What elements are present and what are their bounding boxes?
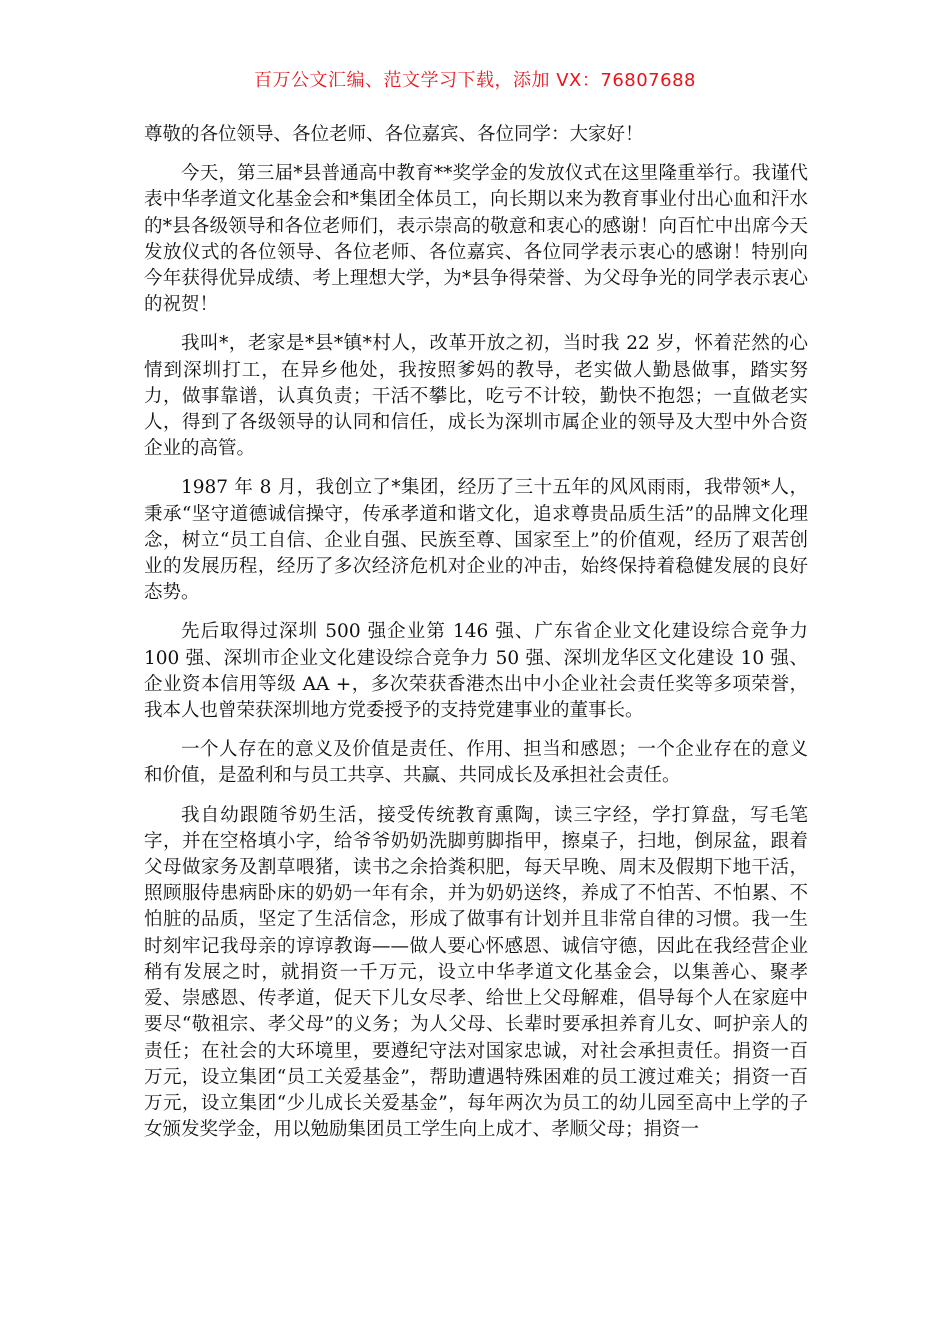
watermark-header: 百万公文汇编、范文学习下载，添加 VX：76807688 [254,70,696,91]
paragraph-introduction: 我叫*，老家是*县*镇*村人，改革开放之初，当时我 22 岁，怀着茫然的心情到深圳打工，在异乡他处，我按照爹妈的教导，老实做人勤恳做事，踏实努力，做事靠谱，认真负责；干活不攀比，吃亏不计较，勤快不抱怨；一直做老实人，得到了各级领导的认同和信任，成长为深圳市属企业的领导及大型中外合资企业的高管。 [144,333,808,460]
paragraph-values: 一个人存在的意义及价值是责任、作用、担当和感恩；一个企业存在的意义和价值，是盈利和与员工共享、共赢、共同成长及承担社会责任。 [144,739,808,787]
paragraph-upbringing: 我自幼跟随爷奶生活，接受传统教育熏陶，读三字经，学打算盘，写毛笔字，并在空格填小字，给爷爷奶奶洗脚剪脚指甲，擦桌子，扫地，倒尿盆，跟着父母做家务及割草喂猪，读书之余拾粪积肥，每天早晚、周末及假期下地干活，照顾服侍患病卧床的奶奶一年有余，并为奶奶送终，养成了不怕苦、不怕累、不怕脏的品质，坚定了生活信念，形成了做事有计划并且非常自律的习惯。我一生时刻牢记我母亲的谆谆教诲——做人要心怀感恩、诚信守德，因此在我经营企业稍有发展之时，就捐资一千万元，设立中华孝道文化基金会，以集善心、聚孝爱、崇感恩、传孝道，促天下儿女尽孝、给世上父母解难，倡导每个人在家庭中要尽“敬祖宗、孝父母”的义务；为人父母、长辈时要承担养育儿女、呵护亲人的责任；在社会的大环境里，要遵纪守法对国家忠诚，对社会承担责任。捐资一百万元，设立集团“员工关爱基金”，帮助遭遇特殊困难的员工渡过难关；捐资一百万元，设立集团“少儿成长关爱基金”，每年两次为员工的幼儿园至高中上学的子女颁发奖学金，用以勉励集团员工学生向上成才、孝顺父母；捐资一 [144,804,808,1141]
paragraph-company-founding: 1987 年 8 月，我创立了*集团，经历了三十五年的风风雨雨，我带领*人，秉承“坚守道德诚信操守，传承孝道和谐文化，追求尊贵品质生活”的品牌文化理念，树立“员工自信、企业自强、民族至尊、国家至上”的价值观，经历了艰苦创业的发展历程，经历了多次经济危机对企业的冲击，始终保持着稳健发展的良好态势。 [144,477,808,604]
paragraph-honors: 先后取得过深圳 500 强企业第 146 强、广东省企业文化建设综合竞争力 100 强、深圳市企业文化建设综合竞争力 50 强、深圳龙华区文化建设 10 强、企业资本信用等级 AA +，多次荣获香港杰出中小企业社会责任奖等多项荣誉，我本人也曾荣获深圳地方党委授予的支持党建事业的董事长。 [144,621,808,722]
document-body [144,122,808,1156]
salutation: 尊敬的各位领导、各位老师、各位嘉宾、各位同学：大家好！ [144,124,644,145]
paragraph-opening: 今天，第三届*县普通高中教育**奖学金的发放仪式在这里隆重举行。我谨代表中华孝道文化基金会和*集团全体员工，向长期以来为教育事业付出心血和汗水的*县各级领导和各位老师们，表示崇高的敬意和衷心的感谢！向百忙中出席今天发放仪式的各位领导、各位老师、各位嘉宾、各位同学表示衷心的感谢！特别向今年获得优异成绩、考上理想大学，为*县争得荣誉、为父母争光的同学表示衷心的祝贺！ [144,163,808,316]
